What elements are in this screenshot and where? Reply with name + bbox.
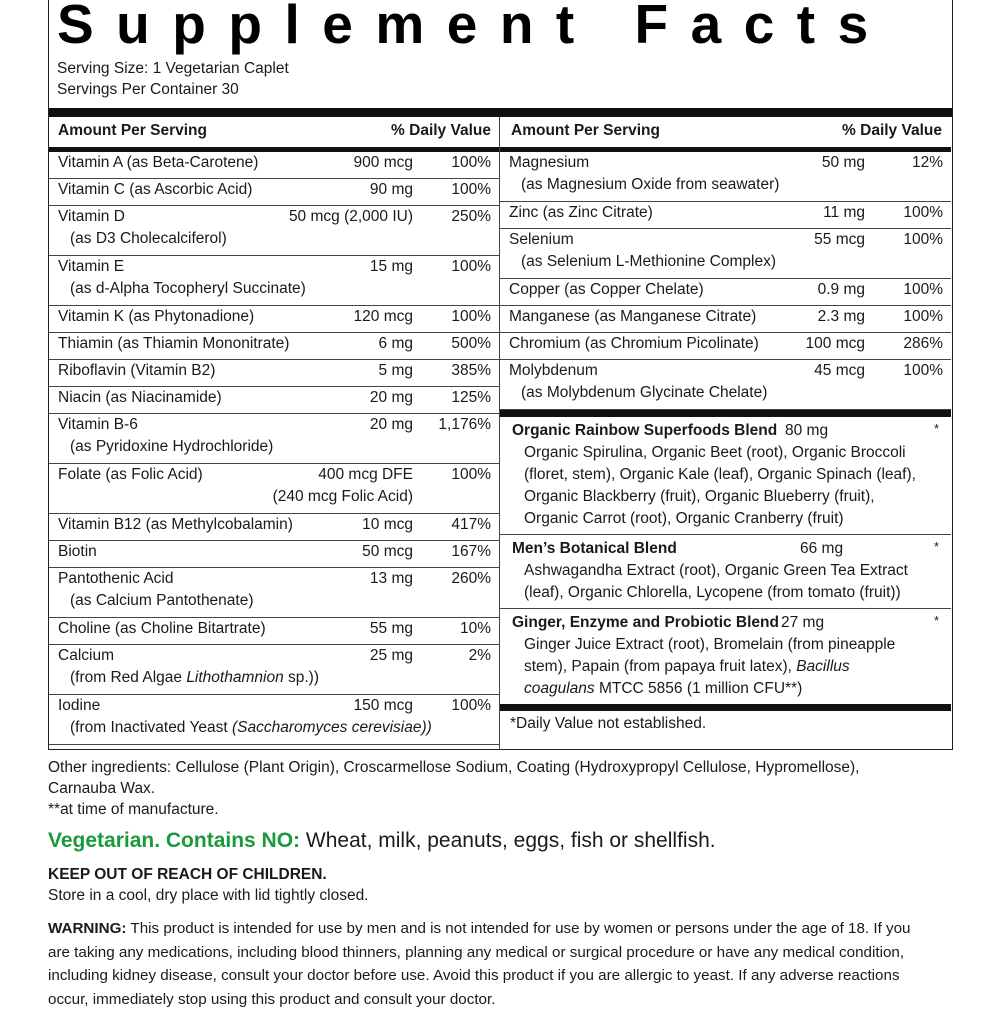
warning-text: This product is intended for use by men and is not intended for use by women or persons under the age of 18. If you	[126, 920, 910, 937]
nutrient-daily-value: 100%	[903, 231, 943, 249]
nutrient-amount: 50 mg	[822, 154, 865, 172]
nutrient-amount: 25 mg	[370, 647, 413, 665]
panel-title: Supplement Facts	[57, 0, 891, 54]
nutrient-row	[49, 206, 499, 256]
serving-info	[57, 58, 289, 100]
nutrient-amount: 5 mg	[379, 362, 413, 380]
nutrient-row	[49, 256, 499, 306]
blend-amount: 27 mg	[781, 612, 824, 634]
nutrient-row	[49, 645, 499, 695]
blend-asterisk: *	[934, 536, 939, 558]
nutrient-source-latin: Lithothamnion	[186, 669, 283, 686]
nutrient-name: Manganese (as Manganese Citrate)	[509, 308, 756, 326]
nutrient-daily-value: 100%	[451, 466, 491, 484]
blend-ingredient-line: (leaf), Organic Chlorella, Lycopene (from tomato (fruit))	[524, 582, 943, 604]
amount-header: Amount Per Serving	[511, 122, 660, 140]
warning-text: are taking any medications, including blood thinners, planning any medical or surgical procedure or have any medical condition,	[48, 941, 953, 965]
nutrient-amount: 10 mcg	[362, 516, 413, 534]
nutrient-name: Vitamin B12 (as Methylcobalamin)	[58, 516, 293, 534]
nutrient-daily-value: 2%	[469, 647, 491, 665]
left-column	[49, 117, 500, 749]
nutrient-daily-value: 500%	[451, 335, 491, 353]
other-ingredients-line: Carnauba Wax.	[48, 778, 953, 799]
nutrient-daily-value: 100%	[903, 362, 943, 380]
nutrient-daily-value: 12%	[912, 154, 943, 172]
nutrient-source: (as Magnesium Oxide from seawater)	[521, 176, 779, 194]
nutrient-row	[49, 306, 499, 333]
other-ingredients	[48, 757, 953, 820]
manufacture-note: **at time of manufacture.	[48, 799, 953, 820]
blend-divider	[500, 410, 951, 417]
nutrient-source: (from Inactivated Yeast (Saccharomyces cerevisiae))	[70, 719, 432, 737]
blend-row	[500, 417, 951, 535]
right-column-header	[500, 117, 951, 152]
nutrient-name: Molybdenum	[509, 362, 598, 380]
nutrient-name: Iodine	[58, 697, 100, 715]
nutrient-row	[49, 514, 499, 541]
thick-divider	[49, 108, 952, 117]
nutrient-amount: 55 mg	[370, 620, 413, 638]
storage-block	[48, 864, 953, 906]
left-column-header	[49, 117, 499, 152]
nutrient-source: (as Pyridoxine Hydrochloride)	[70, 438, 273, 456]
nutrient-row	[500, 306, 951, 333]
nutrient-name: Chromium (as Chromium Picolinate)	[509, 335, 759, 353]
nutrient-row	[500, 202, 951, 229]
right-column	[500, 117, 951, 749]
other-ingredients-line: Other ingredients: Cellulose (Plant Origin), Croscarmellose Sodium, Coating (Hydroxypropyl Cellulose, Hypromellose),	[48, 757, 953, 778]
blend-ingredient-line: Organic Blackberry (fruit), Organic Blueberry (fruit),	[524, 486, 943, 508]
nutrient-name: Thiamin (as Thiamin Mononitrate)	[58, 335, 289, 353]
nutrient-source: (as d-Alpha Tocopheryl Succinate)	[70, 280, 306, 298]
nutrient-name: Niacin (as Niacinamide)	[58, 389, 222, 407]
nutrient-name: Magnesium	[509, 154, 589, 172]
nutrient-row	[49, 695, 499, 745]
nutrient-row	[49, 387, 499, 414]
nutrient-daily-value: 417%	[451, 516, 491, 534]
nutrient-name: Calcium	[58, 647, 114, 665]
nutrient-name: Vitamin D	[58, 208, 125, 226]
nutrient-name: Zinc (as Zinc Citrate)	[509, 204, 653, 222]
nutrient-daily-value: 1,176%	[438, 416, 491, 434]
nutrient-daily-value: 100%	[451, 308, 491, 326]
amount-header: Amount Per Serving	[58, 122, 207, 140]
blend-row	[500, 535, 951, 609]
warning-text: occur, immediately stop using this product and consult your doctor.	[48, 988, 953, 1011]
nutrient-source: (from Red Algae Lithothamnion sp.))	[70, 669, 319, 687]
serving-size: Serving Size: 1 Vegetarian Caplet	[57, 58, 289, 79]
nutrient-daily-value: 125%	[451, 389, 491, 407]
storage-instructions: Store in a cool, dry place with lid tightly closed.	[48, 885, 953, 906]
nutrient-daily-value: 250%	[451, 208, 491, 226]
nutrient-amount: 150 mcg	[354, 697, 413, 715]
nutrient-row	[49, 464, 499, 514]
blend-ingredient-line: coagulans MTCC 5856 (1 million CFU**)	[524, 678, 943, 700]
blend-amount: 80 mg	[785, 420, 828, 442]
nutrient-row	[500, 279, 951, 306]
nutrient-daily-value: 100%	[903, 281, 943, 299]
warning-label: WARNING:	[48, 920, 126, 937]
nutrient-amount: 13 mg	[370, 570, 413, 588]
nutrient-row	[49, 541, 499, 568]
blend-ingredient-line: Organic Spirulina, Organic Beet (root), Organic Broccoli	[524, 442, 943, 464]
nutrient-source: (as D3 Cholecalciferol)	[70, 230, 227, 248]
nutrient-amount: 50 mcg (2,000 IU)	[289, 208, 413, 226]
blend-ingredients	[512, 634, 943, 700]
nutrient-amount: 20 mg	[370, 389, 413, 407]
nutrient-daily-value: 100%	[451, 258, 491, 276]
nutrient-source: (240 mcg Folic Acid)	[273, 488, 413, 506]
nutrient-amount: 45 mcg	[814, 362, 865, 380]
nutrient-name: Folate (as Folic Acid)	[58, 466, 203, 484]
nutrient-amount: 6 mg	[379, 335, 413, 353]
nutrient-name: Selenium	[509, 231, 574, 249]
nutrient-row	[49, 618, 499, 645]
blend-name: Men’s Botanical Blend	[512, 540, 677, 557]
nutrient-amount: 120 mcg	[354, 308, 413, 326]
nutrient-row	[49, 333, 499, 360]
nutrient-amount: 15 mg	[370, 258, 413, 276]
nutrient-name: Vitamin A (as Beta-Carotene)	[58, 154, 258, 172]
vegetarian-statement	[48, 827, 953, 855]
nutrient-amount: 20 mg	[370, 416, 413, 434]
warning-block	[48, 917, 953, 1011]
nutrient-daily-value: 10%	[460, 620, 491, 638]
blend-ingredients	[512, 560, 943, 604]
nutrient-row	[500, 333, 951, 360]
nutrient-row	[500, 229, 951, 279]
nutrient-source-latin: (Saccharomyces cerevisiae))	[232, 719, 432, 736]
keep-out-warning: KEEP OUT OF REACH OF CHILDREN.	[48, 864, 953, 885]
blend-name: Ginger, Enzyme and Probiotic Blend	[512, 614, 779, 631]
nutrient-row	[49, 568, 499, 618]
blend-row	[500, 609, 951, 704]
daily-value-note: *Daily Value not established.	[500, 711, 951, 737]
dv-header: % Daily Value	[391, 122, 491, 140]
nutrient-source: (as Molybdenum Glycinate Chelate)	[521, 384, 767, 402]
nutrient-row	[49, 152, 499, 179]
nutrient-name: Riboflavin (Vitamin B2)	[58, 362, 215, 380]
nutrient-row	[500, 360, 951, 410]
nutrient-row	[49, 360, 499, 387]
blend-ingredients	[512, 442, 943, 530]
nutrient-amount: 50 mcg	[362, 543, 413, 561]
nutrient-daily-value: 167%	[451, 543, 491, 561]
blend-ingredient-line: Ginger Juice Extract (root), Bromelain (from pineapple	[524, 634, 943, 656]
blend-ingredient-line: Organic Carrot (root), Organic Cranberry (fruit)	[524, 508, 943, 530]
allergen-list: Wheat, milk, peanuts, eggs, fish or shellfish.	[300, 829, 716, 852]
nutrient-daily-value: 385%	[451, 362, 491, 380]
nutrient-daily-value: 100%	[903, 308, 943, 326]
nutrient-amount: 2.3 mg	[818, 308, 865, 326]
nutrient-name: Choline (as Choline Bitartrate)	[58, 620, 266, 638]
vegetarian-label: Vegetarian. Contains NO:	[48, 829, 300, 852]
nutrient-row	[500, 152, 951, 202]
nutrient-source: (as Selenium L-Methionine Complex)	[521, 253, 776, 271]
nutrient-name: Pantothenic Acid	[58, 570, 173, 588]
blend-ingredient-line: Ashwagandha Extract (root), Organic Green Tea Extract	[524, 560, 943, 582]
nutrient-name: Vitamin K (as Phytonadione)	[58, 308, 254, 326]
blend-latin-name: Bacillus	[796, 658, 849, 675]
nutrient-daily-value: 100%	[451, 154, 491, 172]
nutrient-name: Vitamin C (as Ascorbic Acid)	[58, 181, 252, 199]
nutrient-amount: 11 mg	[823, 204, 865, 222]
blend-asterisk: *	[934, 610, 939, 632]
blend-ingredient-line: stem), Papain (from papaya fruit latex), Bacillus	[524, 656, 943, 678]
blend-name: Organic Rainbow Superfoods Blend	[512, 422, 777, 439]
nutrient-daily-value: 286%	[903, 335, 943, 353]
blend-ingredient-line: (floret, stem), Organic Kale (leaf), Organic Spinach (leaf),	[524, 464, 943, 486]
servings-per-container: Servings Per Container 30	[57, 79, 289, 100]
nutrient-amount: 55 mcg	[814, 231, 865, 249]
nutrient-row	[49, 414, 499, 464]
footer-divider	[500, 704, 951, 711]
nutrient-daily-value: 100%	[451, 697, 491, 715]
nutrient-daily-value: 100%	[451, 181, 491, 199]
dv-header: % Daily Value	[842, 122, 942, 140]
nutrient-daily-value: 260%	[451, 570, 491, 588]
nutrient-row	[49, 179, 499, 206]
nutrient-source: (as Calcium Pantothenate)	[70, 592, 254, 610]
nutrient-name: Copper (as Copper Chelate)	[509, 281, 704, 299]
nutrient-amount: 90 mg	[370, 181, 413, 199]
nutrient-name: Vitamin B-6	[58, 416, 138, 434]
warning-text: including kidney disease, consult your doctor before use. Avoid this product if you are allergic to yeast. If any adverse reactions	[48, 964, 953, 988]
nutrient-name: Vitamin E	[58, 258, 124, 276]
blend-amount: 66 mg	[800, 538, 843, 560]
nutrient-amount: 100 mcg	[806, 335, 865, 353]
blend-asterisk: *	[934, 418, 939, 440]
nutrient-amount: 900 mcg	[354, 154, 413, 172]
nutrient-daily-value: 100%	[903, 204, 943, 222]
blend-latin-name: coagulans	[524, 680, 595, 697]
supplement-facts-panel	[48, 0, 953, 750]
nutrient-name: Biotin	[58, 543, 97, 561]
nutrient-amount: 0.9 mg	[818, 281, 865, 299]
nutrient-amount: 400 mcg DFE	[318, 466, 413, 484]
